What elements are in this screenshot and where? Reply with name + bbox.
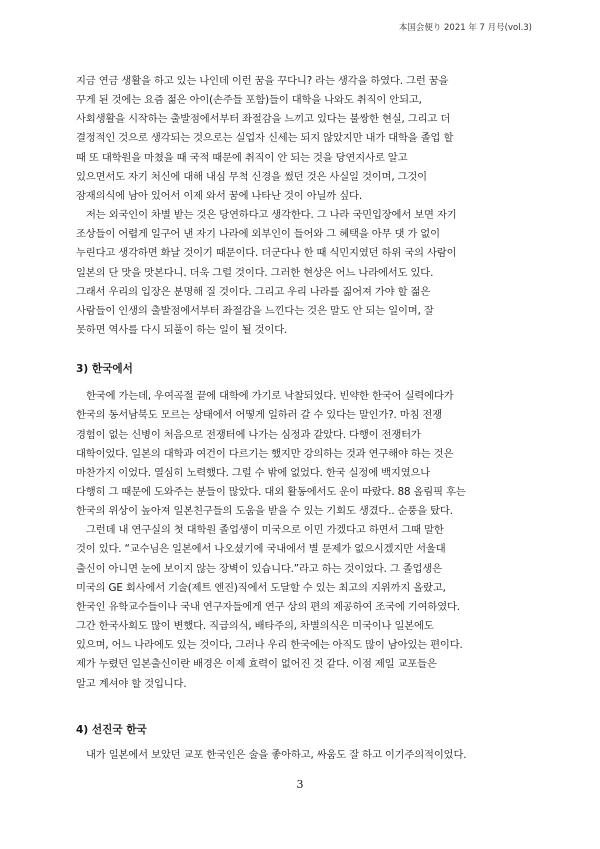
newsletter-header: 本国会便り 2021 年 7 月号(vol.3): [398, 23, 532, 33]
text-line: 사람들이 인생의 출발점에서부터 좌절감을 느낀다는 것은 말도 안 되는 일이며, 잘: [76, 304, 434, 317]
text-line: 꾸게 된 것에는 요즘 젊은 아이(손주들 포함)들이 대학을 나와도 취직이 안되고,: [76, 94, 422, 107]
text-line: 미국의 GE 회사에서 기술(제트 엔진)직에서 도달할 수 있는 최고의 지위까지 올랐고,: [76, 581, 446, 594]
text-line: 조상들이 어렵게 일구어 낸 자기 나라에 외부인이 들어와 그 혜택을 아무 댓 가 없이: [76, 228, 440, 241]
text-line: 결정적인 것으로 생각되는 것으로는 실업자 신세는 되지 않았지만 내가 대학을 졸업 할: [76, 132, 454, 145]
text-line: 그런데 내 연구실의 첫 대학원 졸업생이 미국으로 이민 가겠다고 하면서 그때 말한: [86, 524, 444, 537]
section-3-heading: 3) 한국에서: [76, 363, 133, 376]
page-body: [76, 72, 526, 765]
text-line: 잠재의식에 남아 있어서 이제 와서 꿈에 나타난 것이 아닐까 싶다.: [76, 189, 362, 202]
text-line: 다행히 그 때문에 도와주는 분들이 많았다. 대외 활동에서도 운이 따랐다. 88 올림픽 후는: [76, 485, 466, 498]
text-line: 알고 계셔야 할 것입니다.: [76, 677, 187, 690]
text-line: 경험이 없는 신병이 처음으로 전쟁터에 나가는 심정과 같았다. 다행이 전쟁터가: [76, 428, 421, 441]
text-line: 대학이었다. 일본의 대학과 여건이 다르기는 했지만 강의하는 것과 연구해야 하는 것은: [76, 447, 454, 460]
text-line: 저는 외국인이 차별 받는 것은 당연하다고 생각한다. 그 나라 국민입장에서 보면 자기: [86, 209, 457, 222]
text-line: 있으며, 어느 나라에도 있는 것이다, 그러나 우리 한국에는 아직도 많이 남아있는 편이다.: [76, 639, 463, 652]
section-4-heading: 4) 선진국 한국: [76, 723, 147, 736]
text-line: 누린다고 생각하면 화날 것이기 때문이다. 더군다나 한 때 식민지였던 하위 국의 사람이: [76, 247, 457, 260]
text-line: 것이 있다. “교수님은 일본에서 나오셨기에 국내에서 별 문제가 없으시겠지만 서울대: [76, 543, 446, 556]
text-line: 지금 연금 생활을 하고 있는 나인데 이런 꿈을 꾸다니? 라는 생각을 하였다. 그런 꿈을: [76, 75, 449, 87]
text-line: 못하면 역사를 다시 되풀이 하는 일이 될 것이다.: [76, 324, 288, 337]
text-line: 한국에 가는데, 우여곡절 끝에 대학에 가기로 낙찰되었다. 빈약한 한국어 실력에다가: [86, 390, 454, 403]
text-line: 한국의 동서남북도 모르는 상태에서 어떻게 일하러 갈 수 있다는 말인가?. 마침 전쟁: [76, 409, 443, 422]
text-line: 사회생활을 시작하는 출발점에서부터 좌절감을 느끼고 있다는 불쌍한 현실, 그리고 더: [76, 113, 451, 126]
paragraph-2: [76, 206, 526, 340]
text-line: 마찬가지 이었다. 열심히 노력했다. 그럴 수 밖에 없었다. 한국 실정에 백지였으나: [76, 466, 431, 479]
text-line: 출신이 아니면 눈에 보이지 않는 장벽이 있습니다.”라고 하는 것이었다. 그 졸업생은: [76, 562, 442, 575]
text-line: 한국인 유학교수들이나 국내 연구자들에게 연구 상의 편의 제공하여 조국에 기여하였다.: [76, 600, 460, 613]
text-line: 있으면서도 자기 처신에 대해 내심 무척 신경을 썼던 것은 사실일 것이며, 그것이: [76, 170, 427, 183]
text-line: 일본의 단 맛을 맛본다니. 더욱 그럴 것이다. 그러한 현상은 어느 나라에서도 있다.: [76, 266, 434, 279]
text-line: 그래서 우리의 입장은 분명해 질 것이다. 그리고 우리 나라를 짊어져 가야 할 젊은: [76, 285, 431, 298]
text-line: 제가 누렸던 일본출신이란 배경은 이제 효력이 없어진 것 같다. 이점 제일 교포들은: [76, 658, 437, 671]
text-line: 한국의 위상이 높아져 일본친구들의 도움을 받을 수 있는 기회도 생겼다.. 순풍을 탔다.: [76, 505, 453, 518]
text-line: 때 또 대학원을 마쳤을 때 국적 때문에 취직이 안 되는 것을 당연지사로 알고: [76, 151, 408, 164]
paragraph-1: [76, 72, 526, 206]
text-line: 그간 한국사회도 많이 변했다. 직급의식, 배타주의, 차별의식은 미국이나 일본에도: [76, 620, 434, 633]
page-number: 3: [296, 778, 304, 791]
section-3-paragraph-2: [76, 521, 526, 693]
section-3-paragraph-1: [76, 387, 526, 521]
section-4-paragraph-1: [76, 746, 526, 765]
text-line: 내가 일본에서 보았던 교포 한국인은 술을 좋아하고, 싸움도 잘 하고 이기주의적이었다.: [86, 748, 467, 761]
